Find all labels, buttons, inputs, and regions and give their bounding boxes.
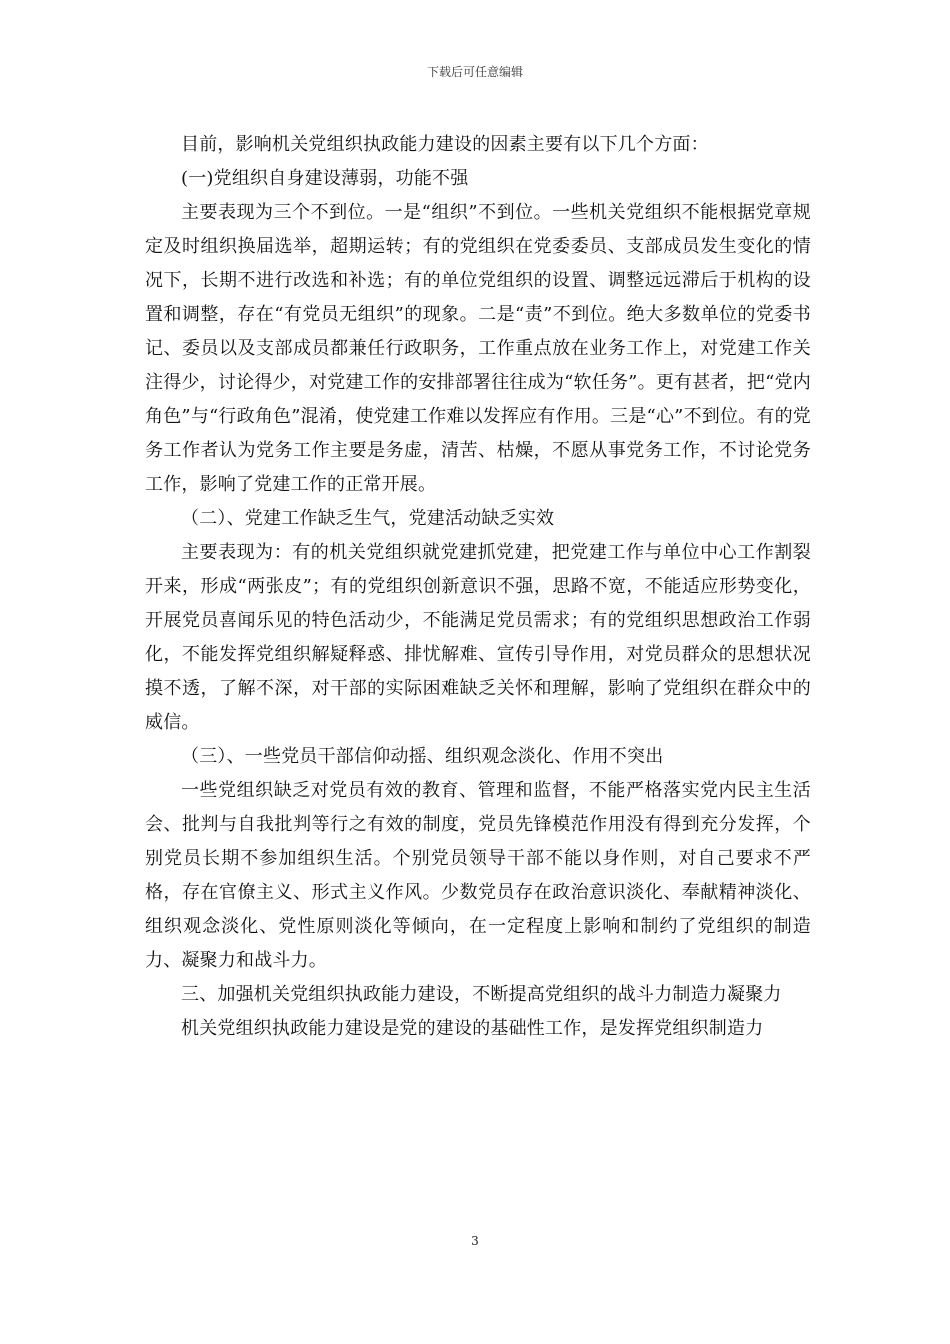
section-heading-3: （三）、一些党员干部信仰动摇、组织观念淡化、作用不突出 <box>181 746 664 767</box>
body-paragraph-1: 主要表现为三个不到位。一是“组织”不到位。一些机关党组织不能根据党章规定及时组织换届选举，超期运转；有的党组织在党委委员、支部成员发生变化的情况下，长期不进行改选和补选；有的单位党组织的设置、调整远远滞后于机构的设置和调整，存在“有党员无组织”的现象。二是“责”不到位。绝大多数单位的党委书记、委员以及支部成员都兼任行政职务，工作重点放在业务工作上，对党建工作关注得少，讨论得少，对党建工作的安排部署往往成为“软任务”。更有甚者，把“党内角色”与“行政角色”混淆，使党建工作难以发挥应有作用。三是“心”不到位。有的党务工作者认为党务工作主要是务虚，清苦、枯燥，不愿从事党务工作，不讨论党务工作，影响了党建工作的正常开展。 <box>145 202 811 495</box>
section-heading-4: 三、加强机关党组织执政能力建设，不断提高党组织的战斗力制造力凝聚力 <box>181 984 782 1005</box>
intro-paragraph: 目前，影响机关党组织执政能力建设的因素主要有以下几个方面： <box>181 134 709 155</box>
document-body <box>145 128 811 1046</box>
section-heading-2: （二）、党建工作缺乏生气，党建活动缺乏实效 <box>181 508 555 529</box>
body-paragraph-3: 一些党组织缺乏对党员有效的教育、管理和监督，不能严格落实党内民主生活会、批判与自我批判等行之有效的制度，党员先锋模范作用没有得到充分发挥，个别党员长期不参加组织生活。个别党员领导干部不能以身作则，对自己要求不严格，存在官僚主义、形式主义作风。少数党员存在政治意识淡化、奉献精神淡化、组织观念淡化、党性原则淡化等倾向，在一定程度上影响和制约了党组织的制造力、凝聚力和战斗力。 <box>145 780 811 971</box>
body-paragraph-4: 机关党组织执政能力建设是党的建设的基础性工作，是发挥党组织制造力 <box>181 1018 764 1039</box>
body-paragraph-2: 主要表现为：有的机关党组织就党建抓党建，把党建工作与单位中心工作割裂开来，形成“两张皮”；有的党组织创新意识不强，思路不宽，不能适应形势变化，开展党员喜闻乐见的特色活动少，不能满足党员需求；有的党组织思想政治工作弱化，不能发挥党组织解疑释惑、排忧解难、宣传引导作用，对党员群众的思想状况摸不透，了解不深，对干部的实际困难缺乏关怀和理解，影响了党组织在群众中的威信。 <box>145 542 811 733</box>
section-heading-1: (一)党组织自身建设薄弱，功能不强 <box>181 168 469 189</box>
page-header-note: 下载后可任意编辑 <box>426 65 523 79</box>
page-number: 3 <box>471 1234 479 1248</box>
